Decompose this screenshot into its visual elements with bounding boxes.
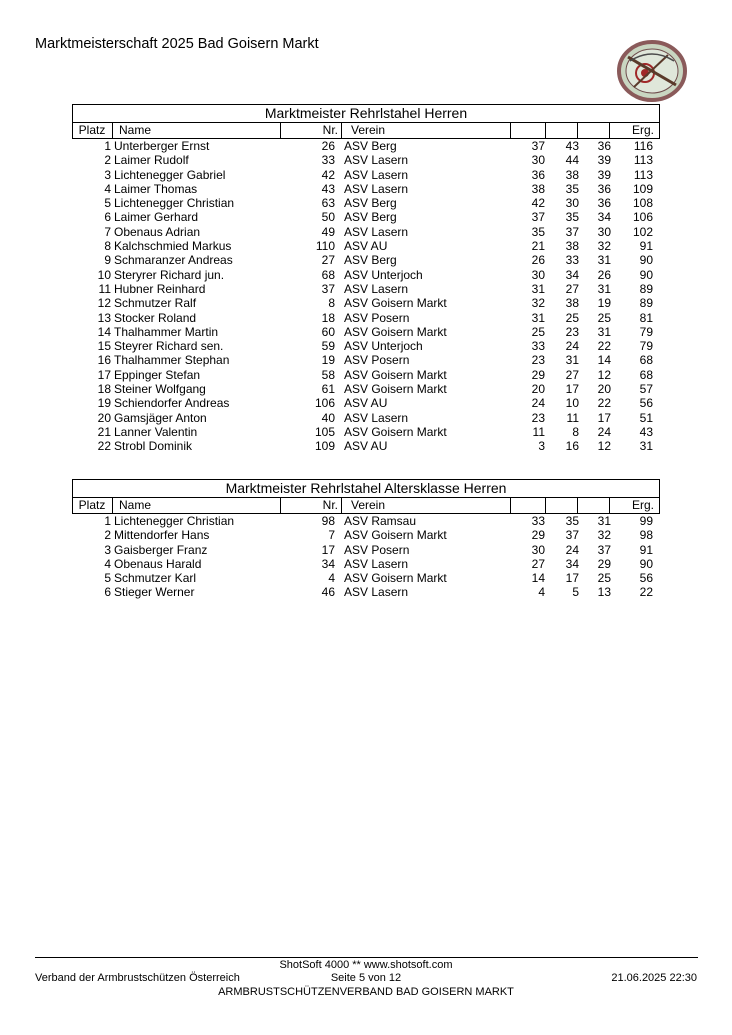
cell-s2: 34 (565, 267, 579, 282)
cell-s1: 14 (531, 571, 545, 586)
cell-s2: 23 (565, 324, 579, 339)
footer-page-number: Seite 5 von 12 (330, 972, 402, 984)
cell-s1: 31 (531, 281, 545, 296)
cell-platz: 6 (104, 585, 111, 600)
cell-platz: 3 (104, 542, 111, 557)
cell-verein: ASV Unterjoch (344, 267, 423, 282)
table-row (72, 514, 660, 528)
cell-erg: 56 (639, 396, 653, 411)
cell-erg: 102 (632, 224, 653, 239)
table-row (72, 543, 660, 557)
cell-platz: 12 (97, 296, 111, 311)
cell-s3: 36 (597, 196, 611, 211)
cell-nr: 58 (321, 367, 335, 382)
table-body (72, 514, 660, 600)
cell-erg: 113 (633, 167, 653, 182)
cell-s1: 27 (531, 556, 545, 571)
table-row (72, 353, 660, 367)
cell-s1: 29 (531, 528, 545, 543)
cell-platz: 20 (97, 410, 111, 425)
cell-s2: 38 (565, 296, 579, 311)
cell-name: Lichtenegger Christian (114, 196, 235, 211)
cell-s1: 23 (531, 410, 545, 425)
col-header-name: Name (119, 123, 152, 137)
cell-s2: 37 (565, 528, 579, 543)
cell-verein: ASV Goisern Markt (344, 528, 447, 543)
cell-nr: 63 (321, 196, 335, 211)
table-row (72, 196, 660, 210)
cell-name: Steyrer Richard sen. (114, 339, 224, 354)
cell-platz: 9 (104, 253, 111, 268)
cell-s3: 36 (597, 139, 611, 153)
cell-verein: ASV AU (344, 396, 388, 411)
cell-nr: 59 (321, 339, 335, 354)
table-row (72, 239, 660, 253)
cell-verein: ASV Posern (344, 353, 410, 368)
cell-s3: 19 (597, 296, 611, 311)
table-row (72, 368, 660, 382)
cell-verein: ASV Goisern Markt (344, 571, 447, 586)
cell-s3: 25 (597, 571, 611, 586)
cell-s3: 37 (597, 542, 611, 557)
table-row (72, 325, 660, 339)
table-row (72, 268, 660, 282)
cell-name: Mittendorfer Hans (114, 528, 210, 543)
table-row (72, 557, 660, 571)
cell-erg: 51 (639, 410, 653, 425)
cell-s1: 30 (531, 542, 545, 557)
cell-verein: ASV Berg (344, 139, 397, 153)
cell-name: Schmutzer Ralf (114, 296, 197, 311)
cell-nr: 109 (314, 439, 335, 454)
cell-platz: 1 (104, 514, 111, 528)
cell-name: Lanner Valentin (114, 424, 198, 439)
cell-nr: 46 (321, 585, 335, 600)
cell-platz: 21 (97, 424, 111, 439)
cell-erg: 90 (639, 253, 653, 268)
cell-s2: 34 (565, 556, 579, 571)
cell-name: Thalhammer Stephan (114, 353, 230, 368)
cell-s2: 31 (565, 353, 579, 368)
table-row (72, 153, 660, 167)
cell-erg: 68 (639, 367, 653, 382)
col-header-name: Name (119, 498, 152, 512)
cell-nr: 110 (315, 239, 335, 254)
cell-nr: 98 (321, 514, 335, 528)
cell-name: Laimer Thomas (114, 181, 198, 196)
cell-platz: 7 (104, 224, 111, 239)
cell-s1: 3 (538, 439, 545, 454)
cell-nr: 68 (321, 267, 335, 282)
cell-name: Unterberger Ernst (114, 139, 210, 153)
cell-s3: 13 (597, 585, 611, 600)
cell-erg: 22 (639, 585, 653, 600)
table-header (72, 122, 660, 139)
cell-s2: 38 (565, 167, 579, 182)
cell-platz: 13 (97, 310, 111, 325)
cell-s3: 39 (597, 167, 611, 182)
cell-verein: ASV Lasern (344, 281, 409, 296)
cell-s3: 25 (597, 310, 611, 325)
cell-erg: 79 (639, 339, 653, 354)
cell-nr: 40 (321, 410, 335, 425)
cell-name: Thalhammer Martin (114, 324, 219, 339)
cell-s1: 26 (531, 253, 545, 268)
cell-s2: 5 (572, 585, 579, 600)
cell-nr: 43 (321, 181, 335, 196)
cell-verein: ASV Berg (344, 253, 397, 268)
cell-nr: 4 (328, 571, 335, 586)
col-header-erg: Erg. (631, 123, 654, 137)
table-body (72, 139, 660, 454)
cell-s2: 27 (565, 281, 579, 296)
table-row (72, 411, 660, 425)
cell-s3: 31 (597, 514, 611, 528)
cell-platz: 8 (104, 239, 111, 254)
cell-name: Hubner Reinhard (114, 281, 206, 296)
cell-s3: 14 (597, 353, 611, 368)
cell-platz: 5 (104, 196, 111, 211)
col-header-platz: Platz (78, 498, 106, 512)
cell-platz: 18 (97, 382, 111, 397)
cell-verein: ASV Lasern (344, 153, 409, 168)
cell-s3: 31 (597, 281, 611, 296)
cell-verein: ASV Lasern (344, 224, 409, 239)
col-header-platz: Platz (78, 123, 106, 137)
cell-s3: 22 (597, 339, 611, 354)
cell-verein: ASV Lasern (344, 410, 409, 425)
cell-verein: ASV AU (344, 439, 388, 454)
cell-s3: 12 (597, 439, 611, 454)
col-header-nr: Nr. (322, 498, 338, 512)
cell-s1: 23 (531, 353, 545, 368)
cell-s2: 30 (565, 196, 579, 211)
cell-erg: 91 (639, 239, 653, 254)
cell-s3: 36 (597, 181, 611, 196)
cell-platz: 10 (97, 267, 111, 282)
cell-s3: 12 (597, 367, 611, 382)
table-header (72, 497, 660, 514)
cell-name: Schmaranzer Andreas (114, 253, 233, 268)
cell-s1: 33 (531, 339, 545, 354)
cell-nr: 8 (328, 296, 335, 311)
table-caption: Marktmeister Rehrlstahel Altersklasse Herren (72, 479, 660, 497)
cell-name: Obenaus Adrian (114, 224, 201, 239)
table-row (72, 168, 660, 182)
table-row (72, 139, 660, 153)
cell-name: Steiner Wolfgang (114, 382, 206, 397)
cell-nr: 33 (321, 153, 335, 168)
footer-association: Verband der Armbrustschützen Österreich (35, 972, 240, 984)
footer-club: ARMBRUSTSCHÜTZENVERBAND BAD GOISERN MARKT (218, 986, 514, 998)
cell-s3: 20 (597, 382, 611, 397)
table-row (72, 225, 660, 239)
cell-s2: 17 (565, 382, 579, 397)
cell-s1: 4 (538, 585, 545, 600)
cell-erg: 56 (639, 571, 653, 586)
cell-s1: 33 (531, 514, 545, 528)
cell-erg: 68 (639, 353, 653, 368)
cell-erg: 57 (639, 382, 653, 397)
cell-verein: ASV Berg (344, 210, 397, 225)
cell-name: Lichtenegger Christian (114, 514, 235, 528)
cell-verein: ASV Lasern (344, 556, 409, 571)
cell-name: Steryrer Richard jun. (114, 267, 225, 282)
cell-nr: 49 (321, 224, 335, 239)
cell-s2: 17 (565, 571, 579, 586)
cell-erg: 90 (639, 267, 653, 282)
cell-s3: 30 (597, 224, 611, 239)
cell-nr: 26 (321, 139, 335, 153)
cell-name: Lichtenegger Gabriel (114, 167, 226, 182)
cell-s3: 31 (597, 324, 611, 339)
cell-erg: 91 (639, 542, 653, 557)
cell-name: Schiendorfer Andreas (114, 396, 230, 411)
cell-erg: 99 (639, 514, 653, 528)
cell-verein: ASV Unterjoch (344, 339, 423, 354)
table-row (72, 425, 660, 439)
cell-verein: ASV AU (344, 239, 388, 254)
cell-s1: 21 (531, 239, 545, 254)
cell-s3: 34 (597, 210, 611, 225)
cell-s3: 22 (597, 396, 611, 411)
cell-erg: 108 (632, 196, 653, 211)
table-row (72, 182, 660, 196)
cell-platz: 4 (104, 181, 111, 196)
cell-s2: 38 (565, 239, 579, 254)
cell-platz: 22 (97, 439, 111, 454)
table-row (72, 571, 660, 585)
col-header-verein: Verein (351, 123, 386, 137)
cell-s1: 38 (531, 181, 545, 196)
cell-verein: ASV Berg (344, 196, 397, 211)
cell-s2: 43 (565, 139, 579, 153)
cell-verein: ASV Posern (344, 310, 410, 325)
cell-verein: ASV Goisern Markt (344, 382, 447, 397)
cell-name: Schmutzer Karl (114, 571, 197, 586)
table-row (72, 210, 660, 224)
cell-s1: 37 (531, 210, 545, 225)
table-row (72, 311, 660, 325)
cell-s1: 37 (531, 139, 545, 153)
cell-erg: 43 (639, 424, 653, 439)
cell-name: Kalchschmied Markus (114, 239, 232, 254)
cell-verein: ASV Lasern (344, 167, 409, 182)
cell-s2: 24 (565, 542, 579, 557)
cell-nr: 34 (321, 556, 335, 571)
table-row (72, 396, 660, 410)
cell-name: Gaisberger Franz (114, 542, 208, 557)
page-title: Marktmeisterschaft 2025 Bad Goisern Markt (35, 36, 319, 52)
cell-name: Strobl Dominik (114, 439, 193, 454)
cell-s2: 11 (566, 410, 579, 425)
cell-s1: 42 (531, 196, 545, 211)
cell-nr: 60 (321, 324, 335, 339)
cell-platz: 4 (104, 556, 111, 571)
cell-s1: 36 (531, 167, 545, 182)
cell-verein: ASV Goisern Markt (344, 324, 447, 339)
cell-platz: 3 (104, 167, 111, 182)
cell-s1: 31 (531, 310, 545, 325)
cell-s1: 25 (531, 324, 545, 339)
cell-s3: 29 (597, 556, 611, 571)
cell-erg: 106 (632, 210, 653, 225)
cell-s2: 37 (565, 224, 579, 239)
table-row (72, 528, 660, 542)
cell-verein: ASV Goisern Markt (344, 424, 447, 439)
cell-nr: 106 (314, 396, 335, 411)
cell-platz: 11 (98, 281, 111, 296)
cell-s2: 16 (565, 439, 579, 454)
cell-s1: 11 (532, 424, 545, 439)
cell-s3: 26 (597, 267, 611, 282)
cell-s2: 33 (565, 253, 579, 268)
cell-erg: 81 (639, 310, 653, 325)
cell-s2: 35 (565, 210, 579, 225)
cell-erg: 116 (633, 139, 653, 153)
cell-nr: 19 (321, 353, 335, 368)
cell-platz: 1 (104, 139, 111, 153)
cell-nr: 18 (321, 310, 335, 325)
cell-s3: 24 (597, 424, 611, 439)
cell-s2: 35 (565, 514, 579, 528)
cell-erg: 89 (639, 296, 653, 311)
cell-platz: 16 (97, 353, 111, 368)
footer-divider (35, 957, 698, 958)
cell-erg: 109 (632, 181, 653, 196)
cell-verein: ASV Lasern (344, 585, 409, 600)
cell-platz: 15 (97, 339, 111, 354)
cell-s2: 8 (572, 424, 579, 439)
cell-erg: 79 (639, 324, 653, 339)
table-row (72, 282, 660, 296)
cell-erg: 113 (633, 153, 653, 168)
cell-s1: 35 (531, 224, 545, 239)
cell-platz: 17 (97, 367, 111, 382)
cell-s2: 24 (565, 339, 579, 354)
cell-platz: 5 (104, 571, 111, 586)
cell-s3: 17 (597, 410, 611, 425)
cell-nr: 37 (321, 281, 335, 296)
cell-erg: 89 (639, 281, 653, 296)
cell-s3: 32 (597, 239, 611, 254)
cell-s1: 30 (531, 153, 545, 168)
table-row (72, 382, 660, 396)
cell-nr: 42 (321, 167, 335, 182)
cell-verein: ASV Ramsau (344, 514, 417, 528)
cell-verein: ASV Posern (344, 542, 410, 557)
cell-name: Laimer Gerhard (114, 210, 199, 225)
table-row (72, 339, 660, 353)
table-row (72, 296, 660, 310)
cell-nr: 27 (321, 253, 335, 268)
cell-s2: 27 (565, 367, 579, 382)
cell-nr: 17 (321, 542, 335, 557)
cell-verein: ASV Goisern Markt (344, 296, 447, 311)
cell-s2: 35 (565, 181, 579, 196)
results-table-altersklasse (72, 479, 660, 600)
cell-erg: 31 (639, 439, 653, 454)
cell-platz: 2 (104, 528, 111, 543)
cell-nr: 105 (314, 424, 335, 439)
cell-s3: 31 (597, 253, 611, 268)
cell-s3: 39 (597, 153, 611, 168)
col-header-verein: Verein (351, 498, 386, 512)
cell-s2: 44 (565, 153, 579, 168)
cell-s2: 25 (565, 310, 579, 325)
footer-software: ShotSoft 4000 ** www.shotsoft.com (279, 959, 453, 971)
cell-name: Laimer Rudolf (114, 153, 189, 168)
cell-platz: 2 (104, 153, 111, 168)
table-row (72, 439, 660, 453)
cell-platz: 6 (104, 210, 111, 225)
cell-name: Gamsjäger Anton (114, 410, 207, 425)
cell-s1: 29 (531, 367, 545, 382)
footer-datetime: 21.06.2025 22:30 (611, 972, 697, 984)
cell-verein: ASV Lasern (344, 181, 409, 196)
results-table-herren (72, 104, 660, 454)
cell-name: Stocker Roland (114, 310, 197, 325)
cell-s1: 30 (531, 267, 545, 282)
col-header-nr: Nr. (322, 123, 338, 137)
cell-s3: 32 (597, 528, 611, 543)
cell-name: Eppinger Stefan (114, 367, 201, 382)
cell-s1: 20 (531, 382, 545, 397)
table-row (72, 253, 660, 267)
cell-s1: 32 (531, 296, 545, 311)
cell-s1: 24 (531, 396, 545, 411)
table-row (72, 585, 660, 599)
cell-erg: 90 (639, 556, 653, 571)
cell-name: Obenaus Harald (114, 556, 202, 571)
cell-name: Stieger Werner (114, 585, 195, 600)
cell-platz: 19 (97, 396, 111, 411)
cell-s2: 10 (565, 396, 579, 411)
cell-platz: 14 (97, 324, 111, 339)
cell-erg: 98 (639, 528, 653, 543)
cell-verein: ASV Goisern Markt (344, 367, 447, 382)
cell-nr: 50 (321, 210, 335, 225)
table-caption: Marktmeister Rehrlstahel Herren (72, 104, 660, 122)
cell-nr: 61 (321, 382, 335, 397)
club-emblem-icon (612, 37, 692, 105)
cell-nr: 7 (328, 528, 335, 543)
col-header-erg: Erg. (631, 498, 654, 512)
